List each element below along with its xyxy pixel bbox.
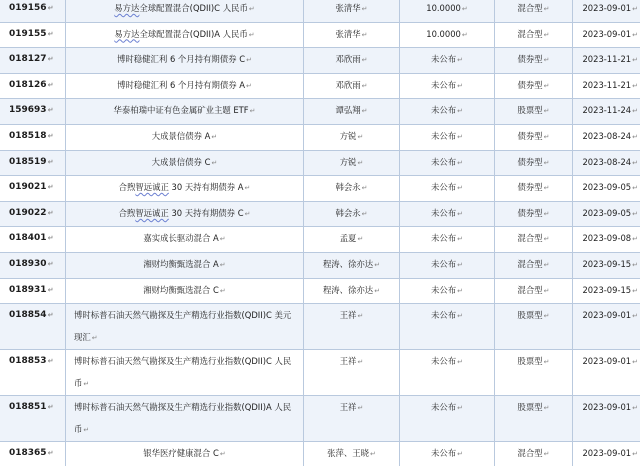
fund-manager-cell: 王祥↵ xyxy=(304,304,400,350)
fund-code-cell: 018127↵ xyxy=(0,48,66,74)
issue-date-cell: 2023-09-15↵ xyxy=(573,252,640,278)
fund-manager-cell: 方锐↵ xyxy=(304,150,400,176)
issue-date-cell: 2023-08-24↵ xyxy=(573,150,640,176)
table-row xyxy=(0,252,640,278)
paragraph-mark-icon: ↵ xyxy=(461,30,468,39)
paragraph-mark-icon: ↵ xyxy=(543,358,550,367)
fund-manager-cell: 孟夏↵ xyxy=(304,227,400,253)
fund-type-cell: 混合型↵ xyxy=(495,227,573,253)
paragraph-mark-icon: ↵ xyxy=(361,5,368,13)
fund-type-cell: 混合型↵ xyxy=(495,0,573,22)
fund-code-cell: 018365↵ xyxy=(0,442,66,466)
fund-type-cell: 债券型↵ xyxy=(495,124,573,150)
fund-name-cell: 博时稳健汇利 6 个月持有期债券 A↵ xyxy=(66,73,304,99)
fund-type-cell: 股票型↵ xyxy=(495,396,573,442)
fund-code-cell: 019156↵ xyxy=(0,0,66,22)
fund-code-cell: 018401↵ xyxy=(0,227,66,253)
fund-type-cell: 混合型↵ xyxy=(495,22,573,48)
fund-code-cell: 159693↵ xyxy=(0,99,66,125)
fund-manager-cell: 韩会永↵ xyxy=(304,201,400,227)
issue-date-cell: 2023-11-21↵ xyxy=(573,48,640,74)
fund-code-cell: 019021↵ xyxy=(0,176,66,202)
paragraph-mark-icon: ↵ xyxy=(361,30,368,39)
paragraph-mark-icon: ↵ xyxy=(543,404,550,413)
table-row xyxy=(0,278,640,304)
paragraph-mark-icon: ↵ xyxy=(457,56,463,65)
fund-nav-cell: 未公布↵ xyxy=(400,442,495,466)
paragraph-mark-icon: ↵ xyxy=(47,106,54,115)
fund-code-cell: 018931↵ xyxy=(0,278,66,304)
paragraph-mark-icon: ↵ xyxy=(543,107,550,116)
table-row xyxy=(0,22,640,48)
paragraph-mark-icon: ↵ xyxy=(457,209,463,218)
fund-code-cell: 018930↵ xyxy=(0,252,66,278)
paragraph-mark-icon: ↵ xyxy=(632,358,638,367)
fund-manager-cell: 王祥↵ xyxy=(304,350,400,396)
paragraph-mark-icon: ↵ xyxy=(219,260,226,269)
fund-type-cell: 混合型↵ xyxy=(495,278,573,304)
paragraph-mark-icon: ↵ xyxy=(632,5,638,13)
fund-code-cell: 018853↵ xyxy=(0,350,66,396)
fund-manager-cell: 张清华↵ xyxy=(304,0,400,22)
paragraph-mark-icon: ↵ xyxy=(543,286,550,295)
issue-date-cell: 2023-09-01↵ xyxy=(573,0,640,22)
paragraph-mark-icon: ↵ xyxy=(632,450,638,459)
paragraph-mark-icon: ↵ xyxy=(543,209,550,218)
fund-code-cell: 018126↵ xyxy=(0,73,66,99)
paragraph-mark-icon: ↵ xyxy=(361,184,368,193)
paragraph-mark-icon: ↵ xyxy=(47,183,54,192)
issue-date-cell: 2023-09-05↵ xyxy=(573,176,640,202)
paragraph-mark-icon: ↵ xyxy=(543,132,550,141)
paragraph-mark-icon: ↵ xyxy=(457,81,463,90)
fund-type-cell: 债券型↵ xyxy=(495,48,573,74)
paragraph-mark-icon: ↵ xyxy=(47,131,54,140)
fund-nav-cell: 未公布↵ xyxy=(400,227,495,253)
fund-manager-cell: 程涛、徐亦达↵ xyxy=(304,252,400,278)
table-row xyxy=(0,73,640,99)
paragraph-mark-icon: ↵ xyxy=(246,81,252,90)
paragraph-mark-icon: ↵ xyxy=(361,209,368,218)
paragraph-mark-icon: ↵ xyxy=(211,132,218,141)
paragraph-mark-icon: ↵ xyxy=(457,286,463,295)
paragraph-mark-icon: ↵ xyxy=(47,285,54,294)
fund-type-cell: 债券型↵ xyxy=(495,201,573,227)
fund-nav-cell: 10.0000↵ xyxy=(400,22,495,48)
paragraph-mark-icon: ↵ xyxy=(461,5,468,13)
fund-type-cell: 债券型↵ xyxy=(495,150,573,176)
table-row xyxy=(0,442,640,466)
fund-name-cell: 大成景信债券 C↵ xyxy=(66,150,304,176)
fund-name-cell: 银华医疗健康混合 C↵ xyxy=(66,442,304,466)
fund-name-cell: 博时标普石油天然气勘探及生产精选行业指数(QDII)C 人民币↵ xyxy=(66,350,304,396)
paragraph-mark-icon: ↵ xyxy=(361,81,368,90)
paragraph-mark-icon: ↵ xyxy=(219,450,226,459)
paragraph-mark-icon: ↵ xyxy=(83,380,90,389)
paragraph-mark-icon: ↵ xyxy=(219,286,226,295)
paragraph-mark-icon: ↵ xyxy=(47,29,54,38)
issue-date-cell: 2023-09-01↵ xyxy=(573,350,640,396)
fund-nav-cell: 未公布↵ xyxy=(400,176,495,202)
paragraph-mark-icon: ↵ xyxy=(632,81,638,90)
paragraph-mark-icon: ↵ xyxy=(457,132,463,141)
issue-date-cell: 2023-08-24↵ xyxy=(573,124,640,150)
fund-name-cell: 合煦智远诚正 30 天持有期债券 C↵ xyxy=(66,201,304,227)
fund-name-cell: 湘财均衡甄选混合 A↵ xyxy=(66,252,304,278)
table-row xyxy=(0,304,640,350)
table-row xyxy=(0,176,640,202)
paragraph-mark-icon: ↵ xyxy=(83,426,90,435)
paragraph-mark-icon: ↵ xyxy=(632,404,638,413)
paragraph-mark-icon: ↵ xyxy=(47,357,54,366)
paragraph-mark-icon: ↵ xyxy=(632,312,638,321)
fund-name-cell: 华泰柏瑞中证有色金属矿业主题 ETF↵ xyxy=(66,99,304,125)
table-row xyxy=(0,150,640,176)
paragraph-mark-icon: ↵ xyxy=(357,158,364,167)
fund-name-cell: 易方达全球配置混合(QDII)A 人民币↵ xyxy=(66,22,304,48)
paragraph-mark-icon: ↵ xyxy=(632,107,638,116)
paragraph-mark-icon: ↵ xyxy=(543,56,550,65)
fund-nav-cell: 未公布↵ xyxy=(400,150,495,176)
table-row xyxy=(0,201,640,227)
paragraph-mark-icon: ↵ xyxy=(457,260,463,269)
paragraph-mark-icon: ↵ xyxy=(543,312,550,321)
paragraph-mark-icon: ↵ xyxy=(632,158,638,167)
paragraph-mark-icon: ↵ xyxy=(357,235,364,244)
paragraph-mark-icon: ↵ xyxy=(47,234,54,243)
paragraph-mark-icon: ↵ xyxy=(632,260,638,269)
fund-manager-cell: 程涛、徐亦达↵ xyxy=(304,278,400,304)
paragraph-mark-icon: ↵ xyxy=(374,286,381,295)
fund-code-cell: 018851↵ xyxy=(0,396,66,442)
fund-name-cell: 合煦智远诚正 30 天持有期债券 A↵ xyxy=(66,176,304,202)
paragraph-mark-icon: ↵ xyxy=(457,450,463,459)
fund-type-cell: 债券型↵ xyxy=(495,73,573,99)
paragraph-mark-icon: ↵ xyxy=(211,158,218,167)
paragraph-mark-icon: ↵ xyxy=(246,56,252,65)
fund-nav-cell: 未公布↵ xyxy=(400,73,495,99)
fund-manager-cell: 张清华↵ xyxy=(304,22,400,48)
fund-nav-cell: 未公布↵ xyxy=(400,350,495,396)
paragraph-mark-icon: ↵ xyxy=(91,334,98,343)
paragraph-mark-icon: ↵ xyxy=(457,312,463,321)
paragraph-mark-icon: ↵ xyxy=(632,56,638,65)
paragraph-mark-icon: ↵ xyxy=(248,30,255,39)
paragraph-mark-icon: ↵ xyxy=(357,404,364,413)
paragraph-mark-icon: ↵ xyxy=(357,358,364,367)
paragraph-mark-icon: ↵ xyxy=(457,184,463,193)
paragraph-mark-icon: ↵ xyxy=(244,184,251,193)
issue-date-cell: 2023-09-01↵ xyxy=(573,396,640,442)
issue-date-cell: 2023-09-08↵ xyxy=(573,227,640,253)
table-row xyxy=(0,124,640,150)
table-row xyxy=(0,396,640,442)
fund-manager-cell: 王祥↵ xyxy=(304,396,400,442)
issue-date-cell: 2023-09-01↵ xyxy=(573,304,640,350)
fund-type-cell: 股票型↵ xyxy=(495,99,573,125)
paragraph-mark-icon: ↵ xyxy=(632,235,638,244)
fund-code-cell: 019022↵ xyxy=(0,201,66,227)
paragraph-mark-icon: ↵ xyxy=(361,107,368,116)
fund-nav-cell: 未公布↵ xyxy=(400,48,495,74)
paragraph-mark-icon: ↵ xyxy=(457,404,463,413)
paragraph-mark-icon: ↵ xyxy=(457,358,463,367)
fund-name-cell: 湘财均衡甄选混合 C↵ xyxy=(66,278,304,304)
fund-nav-cell: 10.0000↵ xyxy=(400,0,495,22)
issue-date-cell: 2023-09-01↵ xyxy=(573,442,640,466)
fund-code-cell: 018854↵ xyxy=(0,304,66,350)
paragraph-mark-icon: ↵ xyxy=(219,235,226,244)
issue-date-cell: 2023-11-21↵ xyxy=(573,73,640,99)
fund-name-cell: 博时标普石油天然气勘探及生产精选行业指数(QDII)A 人民币↵ xyxy=(66,396,304,442)
fund-nav-cell: 未公布↵ xyxy=(400,304,495,350)
paragraph-mark-icon: ↵ xyxy=(543,184,550,193)
paragraph-mark-icon: ↵ xyxy=(457,107,463,116)
paragraph-mark-icon: ↵ xyxy=(543,5,550,13)
paragraph-mark-icon: ↵ xyxy=(47,55,54,64)
paragraph-mark-icon: ↵ xyxy=(47,4,54,12)
paragraph-mark-icon: ↵ xyxy=(543,158,550,167)
fund-manager-cell: 方锐↵ xyxy=(304,124,400,150)
issue-date-cell: 2023-09-01↵ xyxy=(573,22,640,48)
paragraph-mark-icon: ↵ xyxy=(47,449,54,458)
issue-date-cell: 2023-11-24↵ xyxy=(573,99,640,125)
paragraph-mark-icon: ↵ xyxy=(249,107,256,116)
fund-nav-cell: 未公布↵ xyxy=(400,201,495,227)
paragraph-mark-icon: ↵ xyxy=(632,286,638,295)
fund-code-cell: 018519↵ xyxy=(0,150,66,176)
fund-nav-cell: 未公布↵ xyxy=(400,396,495,442)
fund-name-cell: 博时标普石油天然气勘探及生产精选行业指数(QDII)C 美元现汇↵ xyxy=(66,304,304,350)
paragraph-mark-icon: ↵ xyxy=(543,260,550,269)
fund-name-cell: 博时稳健汇利 6 个月持有期债券 C↵ xyxy=(66,48,304,74)
paragraph-mark-icon: ↵ xyxy=(632,184,638,193)
paragraph-mark-icon: ↵ xyxy=(543,235,550,244)
paragraph-mark-icon: ↵ xyxy=(357,132,364,141)
paragraph-mark-icon: ↵ xyxy=(374,260,381,269)
fund-manager-cell: 韩会永↵ xyxy=(304,176,400,202)
fund-code-cell: 019155↵ xyxy=(0,22,66,48)
fund-type-cell: 混合型↵ xyxy=(495,442,573,466)
paragraph-mark-icon: ↵ xyxy=(47,311,54,320)
table-row xyxy=(0,99,640,125)
paragraph-mark-icon: ↵ xyxy=(370,450,376,459)
fund-nav-cell: 未公布↵ xyxy=(400,124,495,150)
paragraph-mark-icon: ↵ xyxy=(457,235,463,244)
fund-name-cell: 易方达全球配置混合(QDII)C 人民币↵ xyxy=(66,0,304,22)
table-row xyxy=(0,0,640,22)
issue-date-cell: 2023-09-05↵ xyxy=(573,201,640,227)
paragraph-mark-icon: ↵ xyxy=(47,403,54,412)
fund-type-cell: 股票型↵ xyxy=(495,350,573,396)
fund-manager-cell: 邓欣雨↵ xyxy=(304,48,400,74)
paragraph-mark-icon: ↵ xyxy=(543,81,550,90)
paragraph-mark-icon: ↵ xyxy=(632,132,638,141)
paragraph-mark-icon: ↵ xyxy=(543,30,550,39)
paragraph-mark-icon: ↵ xyxy=(632,209,638,218)
paragraph-mark-icon: ↵ xyxy=(357,312,364,321)
fund-manager-cell: 谭弘翔↵ xyxy=(304,99,400,125)
fund-type-cell: 混合型↵ xyxy=(495,252,573,278)
table-row xyxy=(0,48,640,74)
paragraph-mark-icon: ↵ xyxy=(47,259,54,268)
fund-code-cell: 018518↵ xyxy=(0,124,66,150)
paragraph-mark-icon: ↵ xyxy=(543,450,550,459)
paragraph-mark-icon: ↵ xyxy=(244,209,251,218)
table-row xyxy=(0,350,640,396)
fund-type-cell: 债券型↵ xyxy=(495,176,573,202)
fund-nav-cell: 未公布↵ xyxy=(400,278,495,304)
fund-type-cell: 股票型↵ xyxy=(495,304,573,350)
paragraph-mark-icon: ↵ xyxy=(361,56,368,65)
fund-nav-cell: 未公布↵ xyxy=(400,99,495,125)
table-row xyxy=(0,227,640,253)
paragraph-mark-icon: ↵ xyxy=(47,157,54,166)
paragraph-mark-icon: ↵ xyxy=(47,80,54,89)
fund-name-cell: 嘉实成长驱动混合 A↵ xyxy=(66,227,304,253)
fund-nav-cell: 未公布↵ xyxy=(400,252,495,278)
paragraph-mark-icon: ↵ xyxy=(47,208,54,217)
fund-name-cell: 大成景信债券 A↵ xyxy=(66,124,304,150)
paragraph-mark-icon: ↵ xyxy=(457,158,463,167)
fund-manager-cell: 张萍、王晓↵ xyxy=(304,442,400,466)
paragraph-mark-icon: ↵ xyxy=(248,5,255,13)
issue-date-cell: 2023-09-15↵ xyxy=(573,278,640,304)
fund-manager-cell: 邓欣雨↵ xyxy=(304,73,400,99)
paragraph-mark-icon: ↵ xyxy=(632,30,638,39)
